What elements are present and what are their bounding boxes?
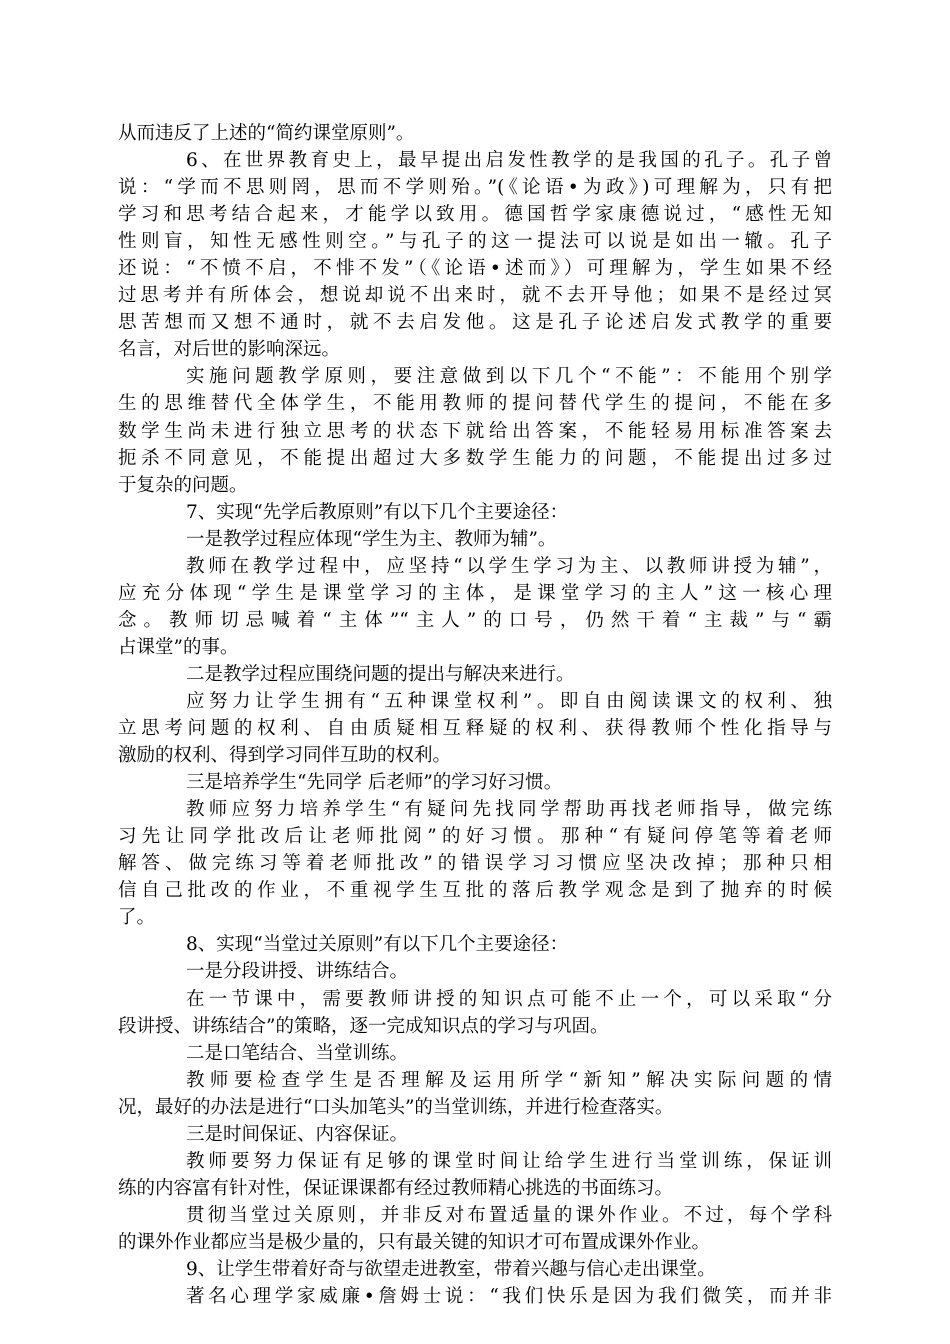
- text-line: 占课堂”的事。: [118, 636, 239, 658]
- text-line: 了。: [118, 907, 156, 929]
- text-line: 二是口笔结合、当堂训练。: [186, 1042, 409, 1064]
- text-line: 三是时间保证、内容保证。: [186, 1123, 409, 1145]
- text-line: 过思考并有所体会，想说却说不出来时，就不去开导他；如果不是经过冥: [118, 285, 832, 307]
- text-line: 9、让学生带着好奇与欲望走进教室，带着兴趣与信心走出课堂。: [186, 1258, 716, 1280]
- text-line: 应努力让学生拥有“五种课堂权利”。即自由阅读课文的权利、独: [186, 690, 832, 712]
- text-line: 段讲授、讲练结合”的策略，逐一完成知识点的学习与巩固。: [118, 1015, 609, 1037]
- text-line: 立思考问题的权利、自由质疑相互释疑的权利、获得教师个性化指导与: [118, 718, 832, 740]
- text-line: 8、实现“当堂过关原则”有以下几个主要途径：: [186, 934, 569, 956]
- text-line: 从而违反了上述的“简约课堂原则”。: [118, 123, 415, 144]
- text-line: 性则盲，知性无感性则空。”与孔子的这一提法可以说是如出一辙。孔子: [118, 231, 832, 253]
- text-line: 教师应努力培养学生“有疑问先找同学帮助再找老师指导，做完练: [186, 799, 832, 821]
- text-line: 教师要检查学生是否理解及运用所学“新知”解决实际问题的情: [186, 1069, 832, 1091]
- text-line: 思苦想而又想不通时，就不去启发他。这是孔子论述启发式教学的重要: [118, 312, 832, 334]
- text-line: 二是教学过程应围绕问题的提出与解决来进行。: [186, 663, 575, 685]
- text-line: 6、在世界教育史上，最早提出启发性教学的是我国的孔子。孔子曾: [186, 150, 832, 172]
- text-line: 教师要努力保证有足够的课堂时间让给学生进行当堂训练，保证训: [186, 1150, 832, 1172]
- text-line: 解答、做完练习等着老师批改”的错误学习习惯应坚决改掉；那种只相: [118, 853, 832, 875]
- text-line: 一是分段讲授、讲练结合。: [186, 961, 409, 983]
- text-line: 况，最好的办法是进行“口头加笔头”的当堂训练，并进行检查落实。: [118, 1096, 674, 1118]
- text-line: 著名心理学家威廉•詹姆士说：“我们快乐是因为我们微笑，而并非: [186, 1286, 832, 1308]
- text-line: 生的思维替代全体学生，不能用教师的提问替代学生的提问，不能在多: [118, 393, 832, 415]
- text-line: 学习和思考结合起来，才能学以致用。德国哲学家康德说过，“感性无知: [118, 204, 832, 226]
- text-line: 数学生尚未进行独立思考的状态下就给出答案，不能轻易用标准答案去: [118, 420, 832, 442]
- text-line: 一是教学过程应体现“学生为主、教师为辅”。: [186, 528, 557, 550]
- text-line: 于复杂的问题。: [118, 474, 248, 496]
- text-line: 名言，对后世的影响深远。: [118, 339, 341, 361]
- text-line: 扼杀不同意见，不能提出超过大多数学生能力的问题，不能提出过多过: [118, 447, 832, 469]
- text-line: 念。教师切忌喊着“主体”“主人”的口号，仍然干着“主裁”与“霸: [118, 609, 832, 631]
- text-line: 说：“学而不思则罔，思而不学则殆。”(《论语•为政》)可理解为，只有把: [118, 177, 832, 199]
- text-line: 7、实现“先学后教原则”有以下几个主要途径：: [186, 501, 569, 523]
- text-line: 还说：“不愤不启，不悱不发”（《论语•述而》）可理解为，学生如果不经: [118, 258, 832, 280]
- text-line: 教师在教学过程中，应坚持“以学生学习为主、以教师讲授为辅”，: [186, 555, 832, 577]
- text-line: 在一节课中，需要教师讲授的知识点可能不止一个，可以采取“分: [186, 988, 832, 1010]
- text-line: 练的内容富有针对性，保证课课都有经过教师精心挑选的书面练习。: [118, 1177, 674, 1199]
- text-line: 贯彻当堂过关原则，并非反对布置适量的课外作业。不过，每个学科: [186, 1204, 832, 1226]
- text-line: 习先让同学批改后让老师批阅”的好习惯。那种“有疑问停笔等着老师: [118, 826, 832, 848]
- document-body: [118, 120, 832, 1310]
- text-line: 的课外作业都应当是极少量的，只有最关键的知识才可布置成课外作业。: [118, 1231, 711, 1253]
- text-line: 激励的权利、得到学习同伴互助的权利。: [118, 745, 452, 767]
- text-line: 应充分体现“学生是课堂学习的主体，是课堂学习的主人”这一核心理: [118, 582, 832, 604]
- text-line: 实施问题教学原则，要注意做到以下几个“不能”：不能用个别学: [186, 366, 832, 388]
- text-line: 信自己批改的作业，不重视学生互批的落后教学观念是到了抛弃的时候: [118, 880, 832, 902]
- text-line: 三是培养学生“先同学 后老师”的学习好习惯。: [186, 772, 563, 794]
